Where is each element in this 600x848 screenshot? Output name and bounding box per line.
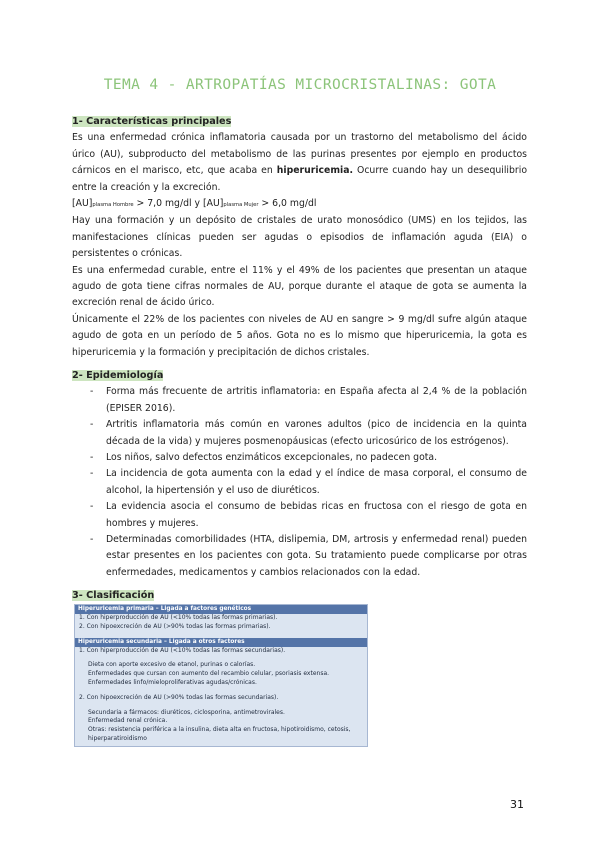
table-subrow: Enfermedades linfo/mieloproliferativas agudas/crónicas. xyxy=(88,678,257,686)
classification-table xyxy=(74,604,368,747)
table-subrow: Dieta con aporte excesivo de etanol, purinas o calorías. xyxy=(88,661,256,669)
list-item: - Forma más frecuente de artritis inflamatoria: en España afecta al 2,4 % de la población (EPISER 2016). xyxy=(90,386,527,414)
table-row: 2. Con hipoexcreción de AU (>90% todas las formas secundarias). xyxy=(79,693,279,701)
table-header-primary: Hiperuricemia primaria – Ligada a factores genéticos xyxy=(75,605,367,614)
table-header-secondary: Hiperuricemia secundaria – Ligada a otros factores xyxy=(75,638,367,647)
table-subrow: hiperparatiroidismo xyxy=(88,734,147,742)
list-item: - Artritis inflamatoria más común en varones adultos (pico de incidencia en la quinta década de la vida) y mujeres posmenopáusicas (efecto uricosúrico de los estrógenos). xyxy=(90,419,527,447)
paragraph: Es una enfermedad curable, entre el 11% y el 49% de los pacientes que presentan un ataque agudo de gota tiene cifras normales de AU, porque durante el ataque de gota se aumenta la excreción renal de ácido úrico. xyxy=(72,264,527,309)
table-row: 1. Con hiperproducción de AU (<10% todas las formas secundarias). xyxy=(79,646,286,654)
section-clasificacion xyxy=(72,588,527,604)
table-subrow: Otras: resistencia periférica a la insulina, dieta alta en fructosa, hipotiroidismo, cetosis, xyxy=(88,726,351,734)
section-heading: 2- Epidemiología xyxy=(72,370,164,381)
table-subrow: Enfermedad renal crónica. xyxy=(88,717,168,725)
page-number: 31 xyxy=(510,798,524,811)
list-item: - La evidencia asocia el consumo de bebidas ricas en fructosa con el riesgo de gota en hombres y mujeres. xyxy=(90,501,527,529)
table-subrow: Secundaria a fármacos: diuréticos, ciclosporina, antimetrovirales. xyxy=(88,708,285,716)
page-title: TEMA 4 - ARTROPATÍAS MICROCRISTALINAS: GOTA xyxy=(103,77,497,93)
list-item: - Los niños, salvo defectos enzimáticos excepcionales, no padecen gota. xyxy=(90,452,438,464)
paragraph: Hay una formación y un depósito de cristales de urato monosódico (UMS) en los tejidos, las manifestaciones clínicas pueden ser agudas o episodios de inflamación aguda (EIA) o persistentes o crónicas. xyxy=(72,215,527,260)
table-subrow: Enfermedades que cursan con aumento del recambio celular, psoriasis extensa. xyxy=(88,670,330,678)
section-heading: 1- Características principales xyxy=(72,116,232,127)
section-heading: 3- Clasificación xyxy=(72,590,155,601)
paragraph: Es una enfermedad crónica inflamatoria causada por un trastorno del metabolismo del ácido úrico (AU), subproducto del metabolismo de las purinas presentes por ejemplo en productos cárnicos en el marisco, etc, que acaba en hiperuricemia. Ocurre cuando hay un desequilibrio entre la creación y la excreción. xyxy=(72,132,528,193)
table-row: 2. Con hipoexcreción de AU (>90% todas las formas primarias). xyxy=(79,622,271,630)
section-epidemiologia xyxy=(72,368,527,581)
list-item: - Determinadas comorbilidades (HTA, dislipemia, DM, artrosis y enfermedad renal) pueden estar presentes en los pacientes con gota. Su tratamiento puede complicarse por otras enfermedades, medicamentos y cambios relacionados con la edad. xyxy=(90,534,527,578)
bold-term: hiperuricemia. xyxy=(276,165,354,177)
bullet-list xyxy=(72,384,527,581)
paragraph: Únicamente el 22% de los pacientes con niveles de AU en sangre > 9 mg/dl sufre algún ataque agudo de gota en un período de 5 años. Gota no es lo mismo que hiperuricemia, la gota es hiperuricemia y la formación y precipitación de dichos cristales. xyxy=(72,313,527,358)
section-caracteristicas xyxy=(72,114,527,361)
formula-line: [AU]plasma Hombre > 7,0 mg/dl y [AU]plasma Mujer > 6,0 mg/dl xyxy=(72,198,317,210)
table-row: 1. Con hiperproducción de AU (<10% todas las formas primarias). xyxy=(79,614,278,621)
list-item: - La incidencia de gota aumenta con la edad y el índice de masa corporal, el consumo de alcohol, la hipertensión y el uso de diuréticos. xyxy=(90,468,527,496)
